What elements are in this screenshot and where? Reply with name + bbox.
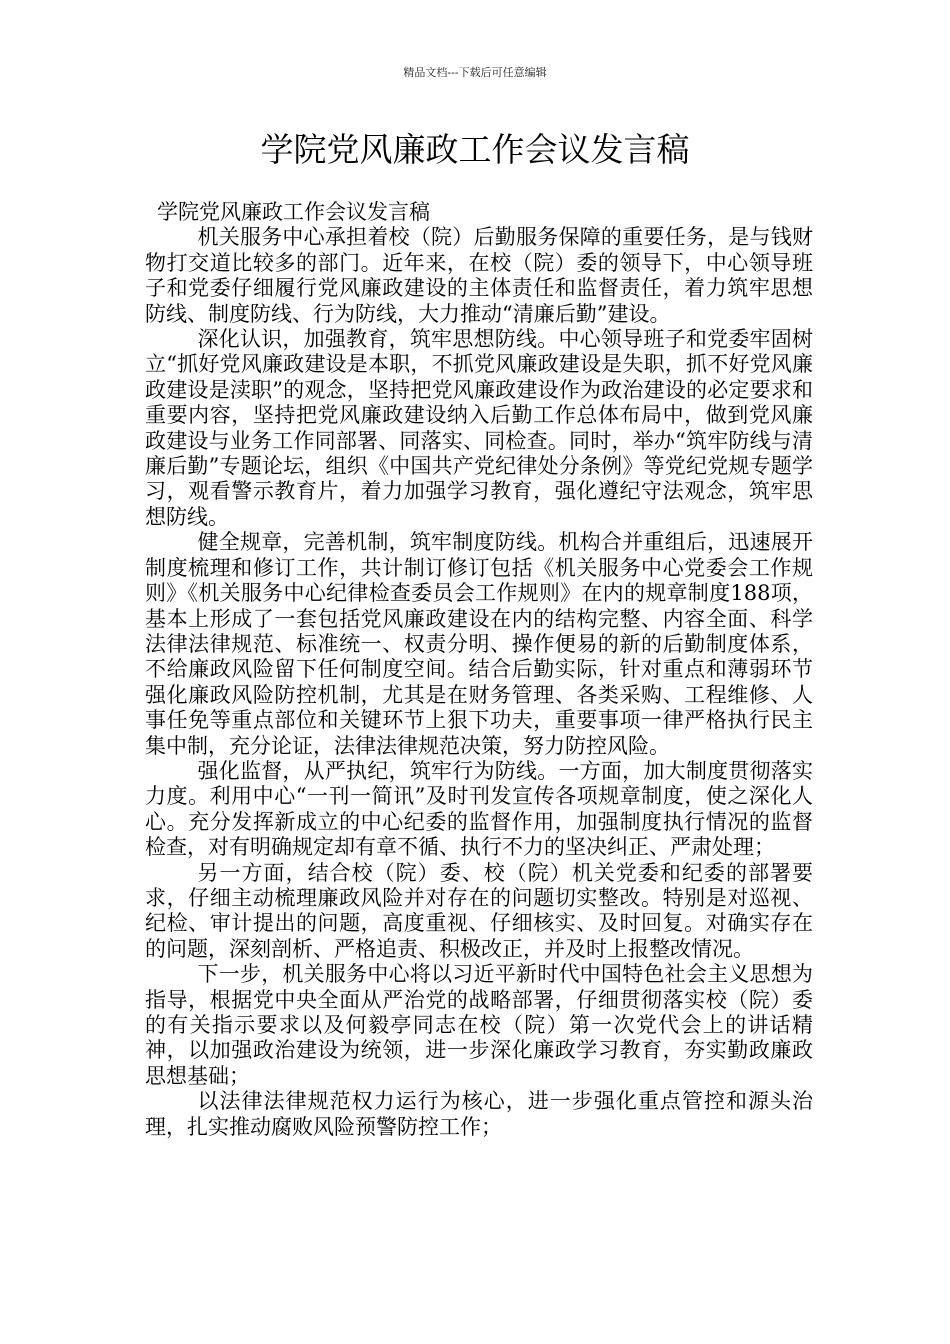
header-note: 精品文档---下载后可任意编辑 (403, 66, 547, 79)
paragraph-thought-defense: 深化认识，加强教育，筑牢思想防线。中心领导班子和党委牢固树立“抓好党风廉政建设是本职，不抓党风廉政建设是失职，抓不好党风廉政建设是渎职”的观念，坚持把党风廉政建设作为政治建设的必定要求和重要内容，坚持把党风廉政建设纳入后勤工作总体布局中，做到党风廉政建设与业务工作同部署、同落实、同检查。同时，举办“筑牢防线与清廉后勤”专题论坛，组织《中国共产党纪律处分条例》等党纪党规专题学习，观看警示教育片，着力加强学习教育，强化遵纪守法观念，筑牢思想防线。 (145, 327, 813, 529)
paragraph-power-regulation: 以法律法律规范权力运行为核心，进一步强化重点管控和源头治理，扎实推动腐败风险预警防控工作； (145, 1089, 813, 1139)
paragraph-behavior-defense: 强化监督，从严执纪，筑牢行为防线。一方面，加大制度贯彻落实力度。利用中心“一刊一简讯”及时刊发宣传各项规章制度，使之深化人心。充分发挥新成立的中心纪委的监督作用，加强制度执行情况的监督检查，对有明确规定却有章不循、执行不力的坚决纠正、严肃处理； (145, 758, 813, 860)
document-title: 学院党风廉政工作会议发言稿 (260, 130, 690, 169)
paragraph-next-steps: 下一步，机关服务中心将以习近平新时代中国特色社会主义思想为指导，根据党中央全面从严治党的战略部署，仔细贯彻落实校（院）委的有关指示要求以及何毅亭同志在校（院）第一次党代会上的讲话精神，以加强政治建设为统领，进一步深化廉政学习教育，夯实勤政廉政思想基础； (145, 962, 813, 1088)
paragraph-intro: 机关服务中心承担着校（院）后勤服务保障的重要任务，是与钱财物打交道比较多的部门。近年来，在校（院）委的领导下，中心领导班子和党委仔细履行党风廉政建设的主体责任和监督责任，着力筑牢思想防线、制度防线、行为防线，大力推动“清廉后勤”建设。 (145, 225, 813, 326)
document-body (145, 200, 813, 1140)
paragraph-rectification: 另一方面，结合校（院）委、校（院）机关党委和纪委的部署要求，仔细主动梳理廉政风险并对存在的问题切实整改。特别是对巡视、纪检、审计提出的问题，高度重视、仔细核实、及时回复。对确实存在的问题，深刻剖析、严格追责、积极改正，并及时上报整改情况。 (145, 860, 813, 961)
document-subtitle: 学院党风廉政工作会议发言稿 (157, 200, 430, 224)
paragraph-system-defense: 健全规章，完善机制，筑牢制度防线。机构合并重组后，迅速展开制度梳理和修订工作，共计制订修订包括《机关服务中心党委会工作规则》《机关服务中心纪律检查委员会工作规则》在内的规章制度188项，基本上形成了一套包括党风廉政建设在内的结构完整、内容全面、科学法律法律规范、标准统一、权责分明、操作便易的新的后勤制度体系，不给廉政风险留下任何制度空间。结合后勤实际，针对重点和薄弱环节强化廉政风险防控机制，尤其是在财务管理、各类采购、工程维修、人事任免等重点部位和关键环节上狠下功夫，重要事项一律严格执行民主集中制，充分论证，法律法律规范决策，努力防控风险。 (145, 530, 813, 758)
